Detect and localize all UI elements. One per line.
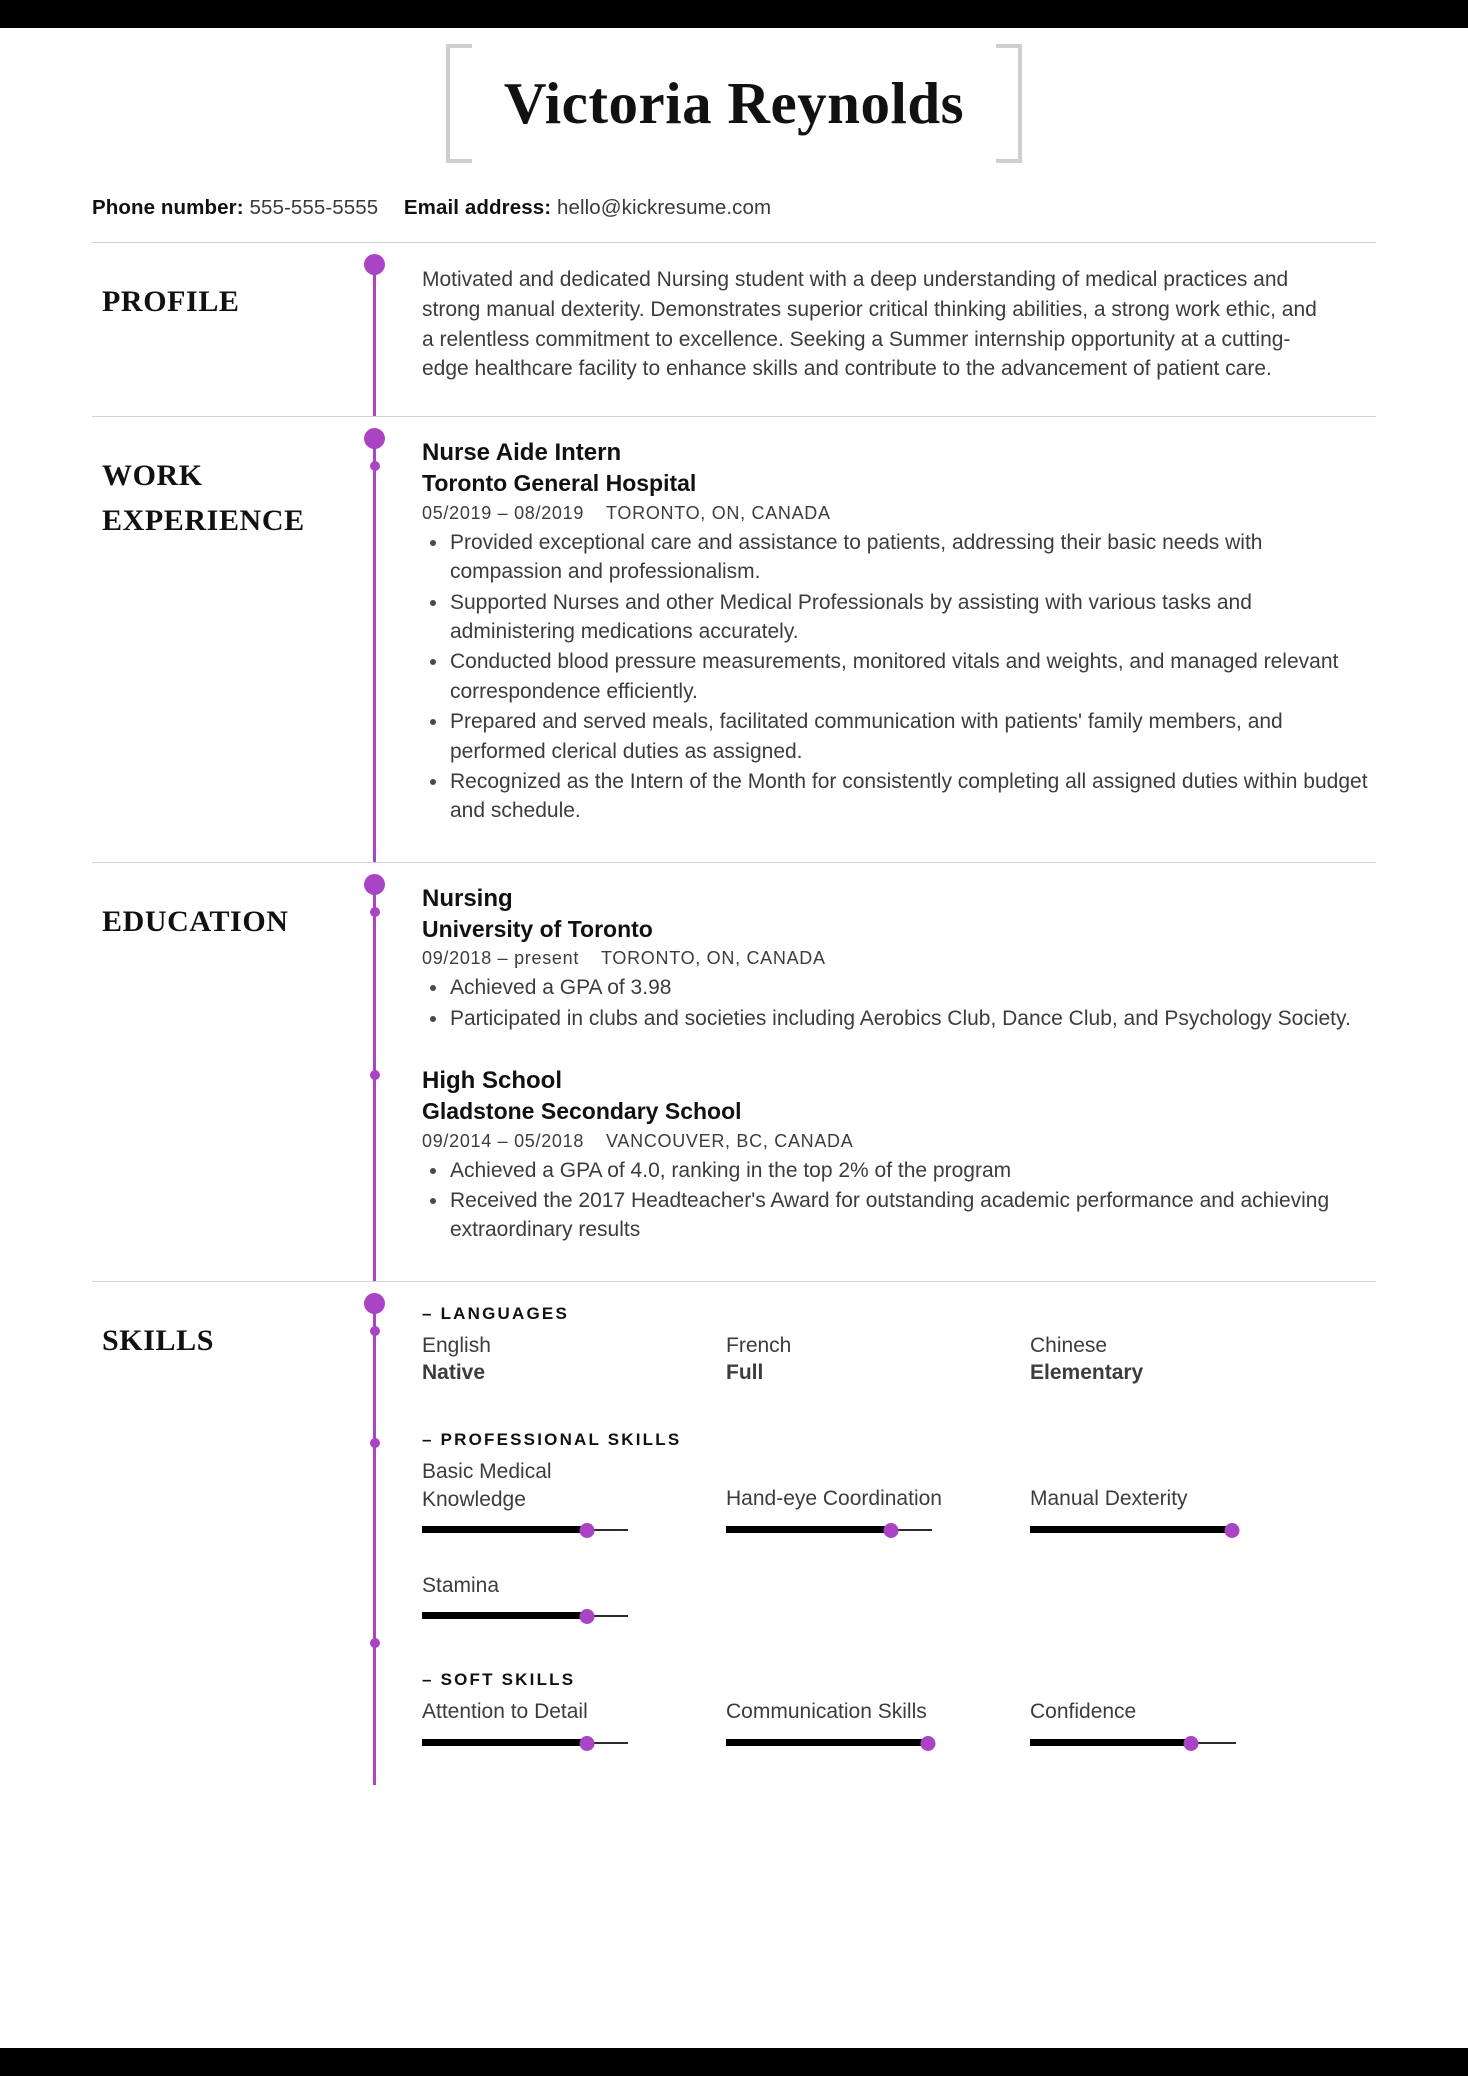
work-heading-line2: EXPERIENCE	[102, 504, 305, 538]
profile-heading: PROFILE	[102, 285, 240, 318]
education-entry	[422, 885, 1376, 1033]
skill-name: Stamina	[422, 1573, 500, 1597]
list-item: Prepared and served meals, facilitated communication with patients' family members, and performed clerical duties as assigned.	[422, 707, 1376, 766]
name-block	[446, 44, 1022, 163]
skill-name: Hand-eye Coordination	[726, 1487, 942, 1511]
section-skills	[92, 1281, 1376, 1785]
timeline-node-icon	[364, 428, 385, 449]
list-item: Conducted blood pressure measurements, monitored vitals and weights, and managed relevant correspondence efficiently.	[422, 647, 1376, 706]
skill-name: Attention to Detail	[422, 1700, 588, 1724]
skill-item	[726, 1458, 1030, 1540]
timeline-entry-node-icon	[370, 907, 380, 917]
job-title: Nurse Aide Intern	[422, 439, 622, 467]
experience-entry	[422, 439, 1376, 825]
degree-title: Nursing	[422, 884, 513, 912]
timeline-entry-node-icon	[370, 1326, 380, 1336]
job-dates: 05/2019 – 08/2019	[422, 502, 585, 523]
education-bullets	[422, 1156, 1376, 1245]
timeline-node-icon	[364, 254, 385, 275]
section-label-profile	[92, 265, 348, 416]
education-location: VANCOUVER, BC, CANADA	[606, 1130, 854, 1151]
bracket-right-icon	[996, 44, 1022, 163]
email-value[interactable]: hello@kickresume.com	[556, 196, 772, 219]
profile-text: Motivated and dedicated Nursing student with a deep understanding of medical practices and strong manual dexterity. Demonstrates superior critical thinking abilities, a strong work ethic, and a relentless commitment to excellence. Seeking a Summer internship opportunity at a cutting-edge healthcare facility to enhance skills and contribute to the advancement of patient care.	[422, 268, 1317, 381]
timeline-entry-node-icon	[370, 1438, 380, 1448]
timeline-entry-node-icon	[370, 1638, 380, 1648]
timeline-spine-education	[348, 885, 402, 1281]
page-top-bar	[0, 0, 1468, 28]
education-meta	[422, 1131, 1376, 1152]
language-name: English	[422, 1333, 491, 1357]
skills-content	[402, 1304, 1376, 1785]
skill-item	[726, 1698, 1030, 1752]
job-location: TORONTO, ON, CANADA	[606, 502, 831, 523]
timeline-spine-profile	[348, 265, 402, 416]
employer-name: Toronto General Hospital	[422, 470, 697, 497]
bar-knob-icon	[579, 1523, 594, 1538]
job-meta	[422, 503, 1376, 524]
timeline-line	[373, 1304, 376, 1785]
timeline-line	[373, 265, 376, 416]
language-level: Native	[422, 1361, 486, 1385]
skill-rating-bar	[422, 1733, 628, 1753]
timeline-line	[373, 439, 376, 861]
section-label-skills	[92, 1304, 348, 1785]
school-name: University of Toronto	[422, 915, 653, 942]
education-location: TORONTO, ON, CANADA	[601, 948, 826, 969]
list-item: Received the 2017 Headteacher's Award for outstanding academic performance and achieving extraordinary results	[422, 1186, 1376, 1245]
skill-group-professional	[422, 1430, 1376, 1626]
section-label-work	[92, 439, 348, 861]
language-name: Chinese	[1030, 1333, 1108, 1357]
skill-row	[422, 1458, 1376, 1540]
skill-group-soft	[422, 1670, 1376, 1752]
skill-item	[422, 1572, 726, 1626]
language-item	[1030, 1332, 1334, 1387]
skill-row	[422, 1572, 1376, 1626]
education-entry	[422, 1067, 1376, 1245]
timeline-node-icon	[364, 1293, 385, 1314]
language-item	[422, 1332, 726, 1387]
timeline-spine-work	[348, 439, 402, 861]
skill-rating-bar	[1030, 1520, 1236, 1540]
timeline-node-icon	[364, 874, 385, 895]
skill-item	[422, 1458, 726, 1540]
skill-rating-bar	[726, 1733, 932, 1753]
education-dates: 09/2018 – present	[422, 948, 580, 969]
education-heading: EDUCATION	[102, 904, 289, 938]
phone-label: Phone number:	[92, 196, 244, 219]
skill-item	[1030, 1698, 1334, 1752]
language-name: French	[726, 1333, 792, 1357]
bar-knob-icon	[579, 1736, 594, 1751]
work-content	[402, 439, 1376, 861]
skill-rating-bar	[726, 1520, 932, 1540]
section-label-education	[92, 885, 348, 1281]
email-label: Email address:	[403, 196, 552, 219]
timeline-line	[373, 885, 376, 1281]
list-item: Provided exceptional care and assistance to patients, addressing their basic needs with compassion and professionalism.	[422, 528, 1376, 587]
language-level: Full	[726, 1361, 764, 1385]
skill-rating-bar	[1030, 1733, 1236, 1753]
work-heading-line1: WORK	[102, 459, 203, 493]
bar-fill	[726, 1739, 928, 1746]
skill-rating-bar	[422, 1520, 628, 1540]
resume-page	[0, 28, 1468, 2048]
education-content	[402, 885, 1376, 1281]
timeline-entry-node-icon	[370, 461, 380, 471]
section-profile	[92, 242, 1376, 416]
bar-fill	[726, 1526, 891, 1533]
bar-knob-icon	[579, 1609, 594, 1624]
education-dates: 09/2014 – 05/2018	[422, 1130, 585, 1151]
list-item: Participated in clubs and societies including Aerobics Club, Dance Club, and Psychology Society.	[422, 1004, 1376, 1033]
skill-item	[1030, 1458, 1334, 1540]
list-item: Recognized as the Intern of the Month for consistently completing all assigned duties within budget and schedule.	[422, 767, 1376, 826]
language-level: Elementary	[1030, 1361, 1144, 1385]
bar-knob-icon	[1224, 1523, 1239, 1538]
skill-name: Manual Dexterity	[1030, 1487, 1188, 1511]
list-item: Achieved a GPA of 3.98	[422, 973, 1376, 1002]
bar-knob-icon	[1183, 1736, 1198, 1751]
skill-group-languages	[422, 1304, 1376, 1387]
skill-row	[422, 1698, 1376, 1752]
skill-item	[422, 1698, 726, 1752]
skill-rating-bar	[422, 1606, 628, 1626]
degree-title: High School	[422, 1067, 562, 1095]
bar-knob-icon	[920, 1736, 935, 1751]
skill-name: Basic Medical Knowledge	[422, 1460, 552, 1511]
education-bullets	[422, 973, 1376, 1033]
bar-fill	[422, 1526, 587, 1533]
skill-name: Communication Skills	[726, 1700, 927, 1724]
page-bottom-bar	[0, 2048, 1468, 2076]
list-item: Achieved a GPA of 4.0, ranking in the top 2% of the program	[422, 1156, 1376, 1185]
bar-fill	[1030, 1526, 1232, 1533]
education-meta	[422, 948, 1376, 969]
bar-fill	[422, 1612, 587, 1619]
profile-content	[402, 265, 1376, 416]
language-row	[422, 1332, 1376, 1387]
skills-heading: SKILLS	[102, 1323, 214, 1357]
phone-value[interactable]: 555-555-5555	[249, 196, 379, 219]
page-title: Victoria Reynolds	[503, 69, 965, 136]
bar-fill	[1030, 1739, 1191, 1746]
job-bullets	[422, 528, 1376, 826]
skill-group-title: – PROFESSIONAL SKILLS	[422, 1430, 682, 1450]
skill-group-title: – SOFT SKILLS	[422, 1670, 576, 1690]
timeline-entry-node-icon	[370, 1070, 380, 1080]
bracket-left-icon	[446, 44, 472, 163]
timeline-spine-skills	[348, 1304, 402, 1785]
list-item: Supported Nurses and other Medical Professionals by assisting with various tasks and administering medications accurately.	[422, 588, 1376, 647]
skill-group-title: – LANGUAGES	[422, 1303, 569, 1323]
section-education	[92, 862, 1376, 1281]
bar-knob-icon	[883, 1523, 898, 1538]
section-work-experience	[92, 416, 1376, 861]
resume-header	[92, 28, 1376, 178]
school-name: Gladstone Secondary School	[422, 1097, 742, 1124]
skill-name: Confidence	[1030, 1700, 1137, 1724]
contact-line	[92, 178, 1376, 242]
bar-fill	[422, 1739, 587, 1746]
language-item	[726, 1332, 1030, 1387]
